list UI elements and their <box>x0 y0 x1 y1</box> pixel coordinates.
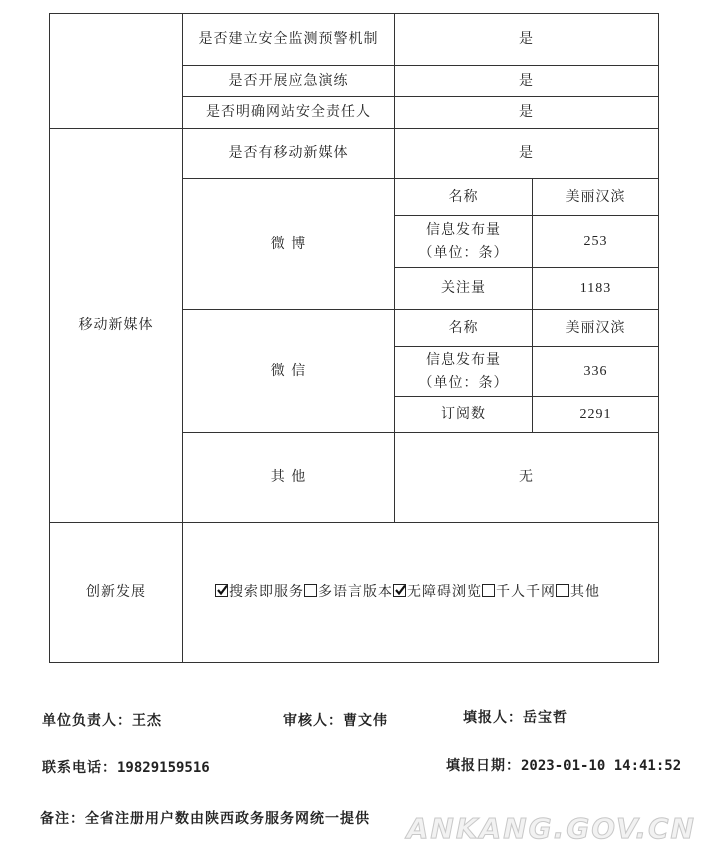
other-label: 其 他 <box>183 433 395 523</box>
weixin-publish-label <box>395 347 533 397</box>
contact-phone: 联系电话：19829159516 <box>42 760 210 776</box>
checkbox-unchecked-icon[interactable] <box>304 584 317 597</box>
weixin-name-label: 名称 <box>395 310 533 347</box>
weibo-name-value: 美丽汉滨 <box>533 179 659 216</box>
option-accessibility[interactable]: 无障碍浏览 <box>393 584 482 600</box>
checkbox-checked-icon[interactable] <box>393 584 406 597</box>
weixin-publish-unit: （单位：条） <box>418 374 509 391</box>
weixin-name-value: 美丽汉滨 <box>533 310 659 347</box>
weibo-publish-title: 信息发布量 <box>426 221 501 238</box>
has-mobile-value: 是 <box>395 129 659 179</box>
weibo-follow-value: 1183 <box>533 268 659 310</box>
weibo-publish-label <box>395 216 533 268</box>
checkbox-unchecked-icon[interactable] <box>482 584 495 597</box>
other-value: 无 <box>395 433 659 523</box>
checkbox-unchecked-icon[interactable] <box>556 584 569 597</box>
weibo-follow-label: 关注量 <box>395 268 533 310</box>
monitoring-warning-value: 是 <box>395 14 659 66</box>
fill-date: 填报日期：2023-01-10 14:41:52 <box>446 758 682 774</box>
weixin-label: 微 信 <box>183 310 395 433</box>
watermark-logo: ANKANG.GOV.CN <box>406 812 696 845</box>
weibo-publish-unit: （单位：条） <box>418 244 509 261</box>
weibo-name-label: 名称 <box>395 179 533 216</box>
security-owner-value: 是 <box>395 97 659 129</box>
option-multi-language[interactable]: 多语言版本 <box>304 584 393 600</box>
weibo-label: 微 博 <box>183 179 395 310</box>
security-owner-label: 是否明确网站安全责任人 <box>183 97 395 129</box>
weixin-subscribe-value: 2291 <box>533 397 659 433</box>
has-mobile-label: 是否有移动新媒体 <box>183 129 395 179</box>
innovation-label: 创新发展 <box>50 523 183 663</box>
innovation-options <box>183 523 659 663</box>
report-table <box>49 13 659 663</box>
weixin-publish-title: 信息发布量 <box>426 351 501 368</box>
mobile-section-label: 移动新媒体 <box>50 129 183 523</box>
responsible-person: 单位负责人：王杰 <box>42 713 162 729</box>
option-personalized-web[interactable]: 千人千网 <box>482 584 556 600</box>
monitoring-warning-label: 是否建立安全监测预警机制 <box>183 14 395 66</box>
weixin-subscribe-label: 订阅数 <box>395 397 533 433</box>
checkbox-checked-icon[interactable] <box>215 584 228 597</box>
weixin-publish-value: 336 <box>533 347 659 397</box>
blank-section-cell <box>50 14 183 129</box>
reviewer: 审核人：曹文伟 <box>283 713 388 729</box>
option-search-as-service[interactable]: 搜索即服务 <box>215 584 304 600</box>
filler: 填报人：岳宝哲 <box>463 710 568 726</box>
emergency-drill-label: 是否开展应急演练 <box>183 66 395 97</box>
note: 备注：全省注册用户数由陕西政务服务网统一提供 <box>40 811 370 827</box>
option-other[interactable]: 其他 <box>556 584 600 600</box>
emergency-drill-value: 是 <box>395 66 659 97</box>
weibo-publish-value: 253 <box>533 216 659 268</box>
